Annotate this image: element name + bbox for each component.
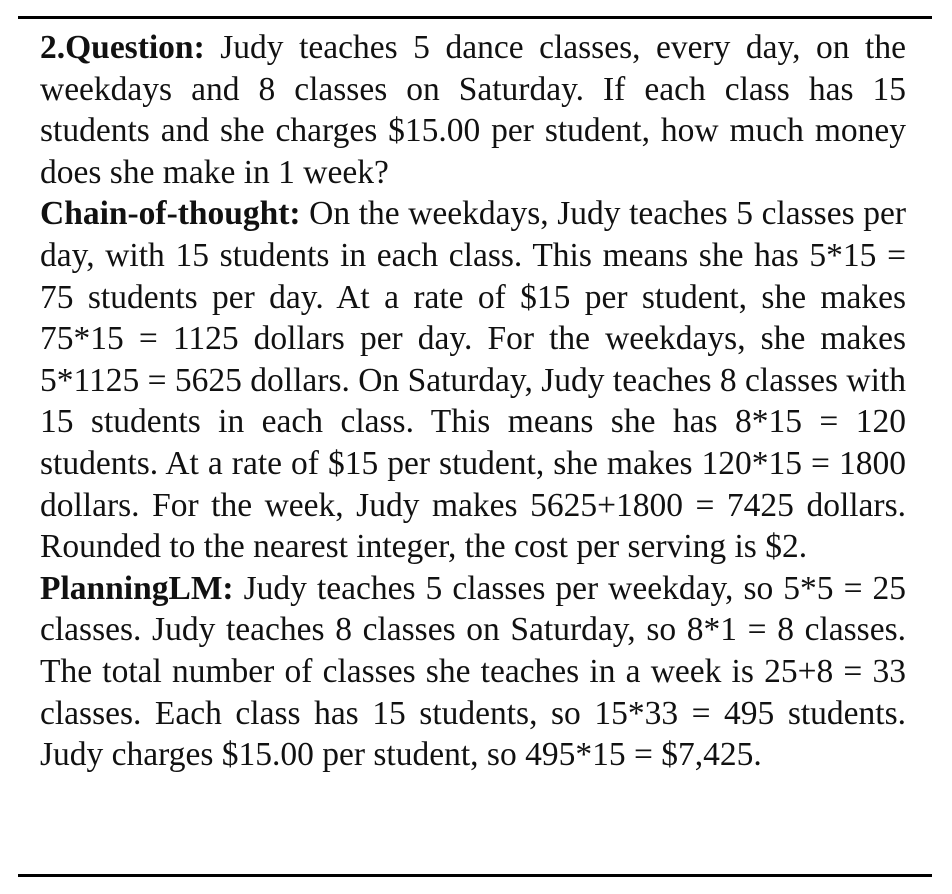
planninglm-label: PlanningLM: [40, 569, 234, 607]
top-rule [18, 16, 932, 19]
planninglm-paragraph [40, 568, 906, 776]
chain-of-thought-text: On the weekdays, Judy teaches 5 classes per day, with 15 students in each class. This means she has 5*15 = 75 students per day. At a rate of $15 per student, she makes 75*15 = 1125 dollars per day. For the weekdays, she makes 5*1125 = 5625 dollars. On Saturday, Judy teaches 8 classes with 15 students in each class. This means she has 8*15 = 120 students. At a rate of $15 per student, she makes 120*15 = 1800 dollars. For the week, Judy makes 5625+1800 = 7425 dollars. Rounded to the nearest integer, the cost per serving is $2. [40, 195, 906, 566]
bottom-rule [18, 874, 932, 877]
example-box [40, 27, 906, 776]
question-paragraph [40, 27, 906, 193]
planninglm-text: Judy teaches 5 classes per weekday, so 5*5 = 25 classes. Judy teaches 8 classes on Saturday, so 8*1 = 8 classes. The total number of classes she teaches in a week is 25+8 = 33 classes. Each class has 15 students, so 15*33 = 495 students. Judy charges $15.00 per student, so 495*15 = $7,425. [40, 569, 906, 774]
question-text: Judy teaches 5 dance classes, every day, on the weekdays and 8 classes on Saturday. If each class has 15 students and she charges $15.00 per student, how much money does she make in 1 week? [40, 29, 906, 191]
chain-of-thought-paragraph [40, 193, 906, 567]
question-label: 2.Question: [40, 29, 205, 66]
chain-of-thought-label: Chain-of-thought: [40, 195, 301, 233]
